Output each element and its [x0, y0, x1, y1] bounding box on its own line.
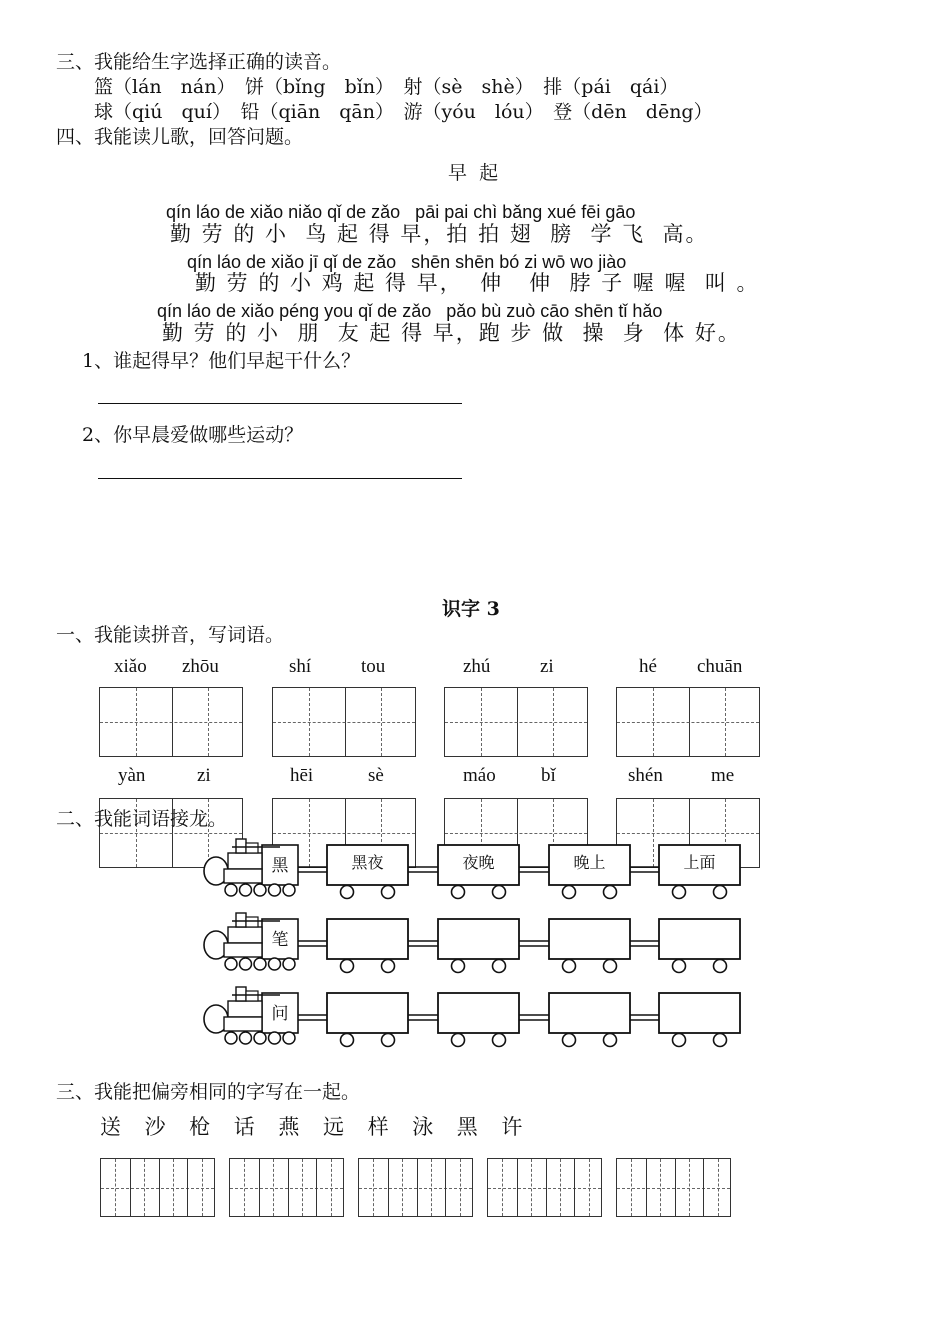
radical-group-grid[interactable]: [616, 1158, 731, 1217]
train-wheel: [493, 1034, 506, 1047]
pinyin-7a: máo: [463, 765, 496, 786]
train-wheel: [341, 960, 354, 973]
train-wheel: [563, 960, 576, 973]
poem-pinyin-3: qín láo de xiǎo péng you qǐ de zǎo pǎo bù zuò cāo shēn tǐ hǎo: [157, 301, 663, 321]
radical-group-grid[interactable]: [100, 1158, 215, 1217]
pinyin-1b: zhōu: [182, 656, 219, 677]
train-car: [659, 919, 740, 959]
train-wheel: [563, 1034, 576, 1047]
pinyin-5a: yàn: [118, 765, 146, 786]
train-chimney: [236, 987, 246, 1001]
train-car: [549, 919, 630, 959]
section-2-title: 二、我能词语接龙。: [56, 808, 228, 830]
train-head-char: 笔: [271, 930, 289, 950]
pinyin-8a: shén: [628, 765, 663, 786]
char-item: 泳: [412, 1115, 434, 1139]
pronunciation-row-1: 篮（lán nán） 饼（bǐng bǐn） 射（sè shè） 排（pái qái）: [94, 76, 679, 98]
train-car: [438, 993, 519, 1033]
poem-pinyin-2: qín láo de xiǎo jī qǐ de zǎo shēn shēn bó zi wō wo jiào: [187, 252, 627, 272]
train-engine-boiler: [228, 1001, 262, 1017]
train-wheel: [563, 886, 576, 899]
train-wheel: [269, 1032, 281, 1044]
pinyin-7b: bǐ: [541, 765, 556, 786]
train-car: [327, 993, 408, 1033]
char-item: 话: [233, 1115, 255, 1139]
train-engine-boiler: [228, 927, 262, 943]
train-head-char: 黑: [271, 856, 289, 876]
train-wheel: [714, 960, 727, 973]
train-head-char: 问: [271, 1004, 289, 1024]
train-engine-boiler: [228, 853, 262, 869]
pinyin-1a: xiǎo: [114, 656, 147, 677]
char-item: 燕: [278, 1115, 300, 1139]
train-wheel: [283, 1032, 295, 1044]
char-item: 黑: [456, 1115, 478, 1139]
poem-hanzi-3: 勤 劳 的 小 朋 友 起 得 早，跑 步 做 操 身 体 好。: [162, 321, 741, 345]
char-item: 许: [501, 1115, 523, 1139]
poem-hanzi-1: 勤 劳 的 小 鸟 起 得 早，拍 拍 翅 膀 学 飞 高。: [170, 222, 709, 246]
train-car: [438, 919, 519, 959]
train-car-word: 晚上: [573, 853, 606, 872]
train-wheel: [382, 886, 395, 899]
train-wheel: [452, 960, 465, 973]
train-wheel: [269, 884, 281, 896]
poem-pinyin-1: qín láo de xiǎo niǎo qǐ de zǎo pāi pai chì bǎng xué fēi gāo: [166, 202, 636, 222]
train-car-word: 黑夜: [351, 853, 384, 872]
poem-title: 早 起: [448, 162, 499, 184]
radical-group-grid[interactable]: [487, 1158, 602, 1217]
radical-group-grid[interactable]: [229, 1158, 344, 1217]
section-1-title: 一、我能读拼音，写词语。: [56, 624, 285, 646]
train-wheel: [452, 1034, 465, 1047]
train-wheel: [452, 886, 465, 899]
train-wheel: [240, 884, 252, 896]
pinyin-8b: me: [711, 765, 735, 786]
train-wheel: [714, 886, 727, 899]
train-wheel: [604, 886, 617, 899]
section-3-title: 三、我能给生字选择正确的读音。: [56, 51, 342, 73]
section-4-title: 四、我能读儿歌，回答问题。: [56, 126, 304, 148]
train-wheel: [283, 884, 295, 896]
train-wheel: [225, 958, 237, 970]
pinyin-6b: sè: [368, 765, 384, 786]
train-wheel: [604, 960, 617, 973]
train-wheel: [269, 958, 281, 970]
train-wheel: [673, 886, 686, 899]
pinyin-2b: tou: [361, 656, 386, 677]
pinyin-4b: chuān: [697, 656, 743, 677]
train: [204, 987, 740, 1047]
train-chimney: [236, 913, 246, 927]
question-2: 2、你早晨爱做哪些运动？: [82, 424, 304, 446]
pinyin-2a: shí: [289, 656, 312, 677]
pronunciation-row-2: 球（qiú quí） 铅（qiān qān） 游（yóu lóu） 登（dēn dēng）: [94, 101, 713, 123]
train-car-word: 夜晚: [462, 853, 495, 872]
char-item: 远: [323, 1115, 344, 1139]
train-wheel: [604, 1034, 617, 1047]
pinyin-3a: zhú: [463, 656, 491, 677]
train-wheel: [493, 886, 506, 899]
train-wheel: [254, 884, 266, 896]
train-wheel: [225, 1032, 237, 1044]
train-wheel: [341, 886, 354, 899]
train-wheel: [382, 960, 395, 973]
pinyin-5b: zi: [197, 765, 211, 786]
train-wheel: [673, 1034, 686, 1047]
train-wheel: [493, 960, 506, 973]
train-wheel: [714, 1034, 727, 1047]
train-wheel: [225, 884, 237, 896]
train-wheel: [283, 958, 295, 970]
train-car-word: 上面: [683, 853, 716, 872]
char-item: 样: [367, 1115, 389, 1139]
lesson-title: 识字 3: [442, 598, 500, 620]
train-wheel: [240, 958, 252, 970]
poem-hanzi-2: 勤 劳 的 小 鸡 起 得 早， 伸 伸 脖 子 喔 喔 叫 。: [195, 271, 760, 295]
train-wheel: [254, 958, 266, 970]
train-car: [549, 993, 630, 1033]
char-item: 沙: [144, 1115, 166, 1139]
radical-group-grid[interactable]: [358, 1158, 473, 1217]
train-car: [327, 919, 408, 959]
train-wheel: [382, 1034, 395, 1047]
section-3b-title: 三、我能把偏旁相同的字写在一起。: [56, 1081, 361, 1103]
train-wheel: [673, 960, 686, 973]
train-wheel: [254, 1032, 266, 1044]
train-chimney: [236, 839, 246, 853]
char-item: 送: [100, 1115, 121, 1139]
pinyin-4a: hé: [639, 656, 657, 677]
train-car: [659, 993, 740, 1033]
train-wheel: [240, 1032, 252, 1044]
question-1: 1、谁起得早？他们早起干什么？: [82, 350, 361, 372]
train: [204, 913, 740, 973]
pinyin-6a: hēi: [290, 765, 314, 786]
train-wheel: [341, 1034, 354, 1047]
train: [204, 839, 740, 899]
pinyin-3b: zi: [540, 656, 554, 677]
char-item: 枪: [189, 1115, 211, 1139]
